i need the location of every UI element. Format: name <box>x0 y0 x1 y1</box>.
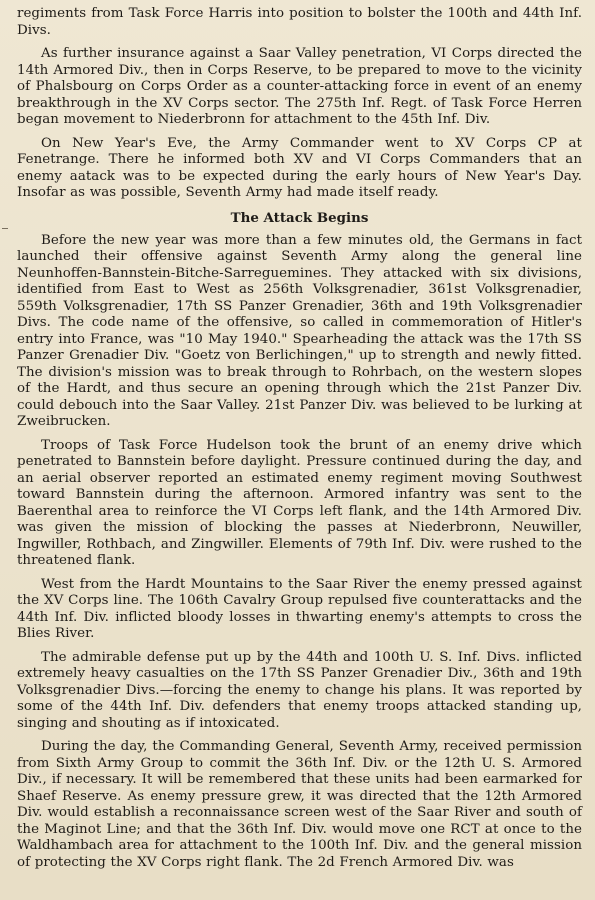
paragraph-task-force-hudelson: Troops of Task Force Hudelson took the brunt of an enemy drive which penetrated to Bannstein before daylight. Pressure continued during the day, and an aerial observer reported an estimated enemy regiment moving Southwest toward Bannstein during the afternoon. Armored infantry was sent to the Baerenthal area to reinforce the VI Corps left flank, and the 14th Armored Div. was given the mission of blocking the passes at Niederbronn, Neuwiller, Ingwiller, Rothbach, and Zingwiller. Elements of 79th Inf. Div. were rushed to the threatened flank. <box>17 437 582 568</box>
paragraph-vi-corps-insurance: As further insurance against a Saar Valley penetration, VI Corps directed the 14th Armored Div., then in Corps Reserve, to be prepared to move to the vicinity of Phalsbourg on Corps Order as a counter-attacking force in event of an enemy breakthrough in the XV Corps sector. The 275th Inf. Regt. of Task Force Herren began movement to Niederbronn for attachment to the 45th Inf. Div. <box>17 46 582 127</box>
paragraph-admirable-defense: The admirable defense put up by the 44th and 100th U. S. Inf. Divs. inflicted extremely heavy casualties on the 17th SS Panzer Grenadier Div., 36th and 19th Volksgrenadier Divs.—forcing the enemy to change his plans. It was reported by some of the 44th Inf. Div. defenders that enemy troops attacked standing up, singing and shouting as if intoxicated. <box>17 649 582 731</box>
paragraph-task-force-harris: regiments from Task Force Harris into position to bolster the 100th and 44th Inf. Divs. <box>17 6 582 38</box>
paragraph-hardt-mountains: West from the Hardt Mountains to the Saar River the enemy pressed against the XV Corps line. The 106th Cavalry Group repulsed five counterattacks and the 44th Inf. Div. inflicted bloody losses in thwarting enemy's attempts to cross the Blies River. <box>17 576 582 641</box>
paragraph-offensive-launched: Before the new year was more than a few minutes old, the Germans in fact launched their offensive against Seventh Army along the general line Neunhoffen-Bannstein-Bitche-Sarreguemines. They attacked with six divisions, identified from East to West as 256th Volksgrenadier, 361st Volksgrenadier, 559th Volksgrenadier, 17th SS Panzer Grenadier, 36th and 19th Volksgrenadier Divs. The code name of the offensive, so called in commemoration of Hitler's entry into France, was "10 May 1940." Spearheading the attack was the 17th SS Panzer Grenadier Div. "Goetz von Berlichingen," up to strength and newly fitted. The division's mission was to break through to Rohrbach, on the western slopes of the Hardt, and thus secure an opening through which the 21st Panzer Div. could debouch into the Saar Valley. 21st Panzer Div. was believed to be lurking at Zweibrucken. <box>17 232 582 429</box>
paragraph-new-years-eve: On New Year's Eve, the Army Commander went to XV Corps CP at Fenetrange. There he informed both XV and VI Corps Commanders that an enemy aatack was to be expected during the early hours of New Year's Day. Insofar as was possible, Seventh Army had made itself ready. <box>17 135 582 200</box>
section-heading: The Attack Begins <box>230 209 369 226</box>
paragraph-commanding-general: During the day, the Commanding General, Seventh Army, received permission from Sixth Army Group to commit the 36th Inf. Div. or the 12th U. S. Armored Div., if necessary. It will be remembered that these units had been earmarked for Shaef Reserve. As enemy pressure grew, it was directed that the 12th Armored Div. would establish a reconnaissance screen west of the Saar River and south of the Maginot Line; and that the 36th Inf. Div. would move one RCT at once to the Waldhambach area for attachment to the 100th Inf. Div. and the general mission of protecting the XV Corps right flank. The 2d French Armored Div. was <box>17 739 582 870</box>
margin-mark <box>2 228 8 229</box>
